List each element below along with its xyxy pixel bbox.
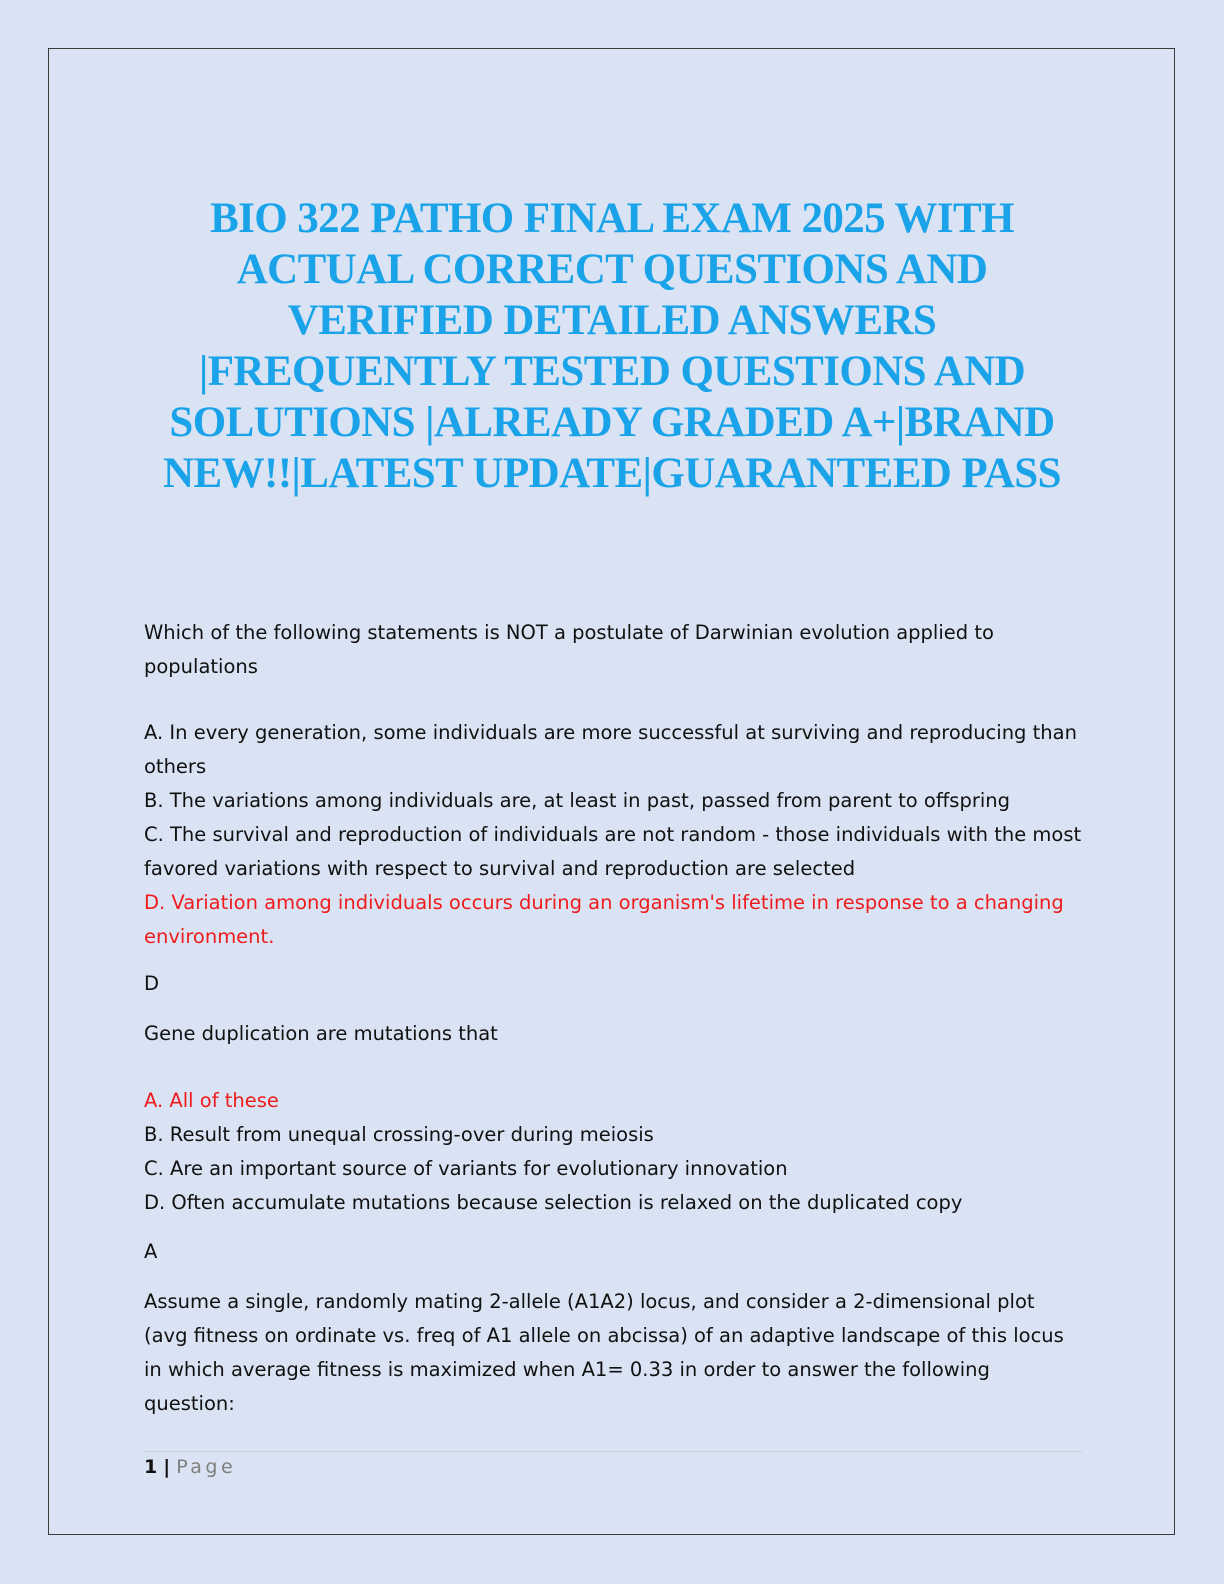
footer-separator: |: [163, 1456, 171, 1478]
option-c: C. The survival and reproduction of individuals are not random - those individuals with the most favored variations with respect to survival and reproduction are selected: [144, 823, 1082, 880]
option-b: B. The variations among individuals are, at least in past, passed from parent to offspring: [144, 789, 1010, 812]
question-1-options: [144, 716, 1084, 954]
answer-letter: D: [144, 972, 160, 995]
page-footer: [144, 1456, 236, 1478]
option-b: B. Result from unequal crossing-over during meiosis: [144, 1123, 654, 1146]
question-prompt: Assume a single, randomly mating 2-allele (A1A2) locus, and consider a 2-dimensional plot (avg fitness on ordinate vs. freq of A1 allele on abcissa) of an adaptive landscape of this locus in which average fitness is maximized when A1= 0.33 in order to answer the following question:: [144, 1290, 1064, 1415]
footer-rule: [144, 1451, 1082, 1452]
option-a: A. In every generation, some individuals are more successful at surviving and reproducing than others: [144, 721, 1077, 778]
option-c: C. Are an important source of variants for evolutionary innovation: [144, 1157, 788, 1180]
page-label: Page: [176, 1456, 237, 1478]
question-1: [144, 616, 1084, 684]
document-title: BIO 322 PATHO FINAL EXAM 2025 WITH ACTUAL CORRECT QUESTIONS AND VERIFIED DETAILED ANSWERS |FREQUENTLY TESTED QUESTIONS AND SOLUTIONS |ALREADY GRADED A+|BRAND NEW!!|LATEST UPDATE|GUARANTEED PASS: [163, 195, 1061, 497]
question-3: [144, 1285, 1084, 1421]
page-number: 1: [144, 1456, 158, 1478]
question-prompt: Gene duplication are mutations that: [144, 1022, 498, 1045]
question-prompt: Which of the following statements is NOT a postulate of Darwinian evolution applied to populations: [144, 621, 994, 678]
option-d-correct: D. Variation among individuals occurs during an organism's lifetime in response to a changing environment.: [144, 891, 1064, 948]
option-a-correct: A. All of these: [144, 1089, 279, 1112]
answer-letter: A: [144, 1240, 158, 1263]
question-2-answer: [144, 1235, 1084, 1269]
option-d: D. Often accumulate mutations because selection is relaxed on the duplicated copy: [144, 1191, 963, 1214]
question-2: [144, 1017, 1084, 1051]
question-1-answer: [144, 967, 1084, 1001]
question-2-options: [144, 1084, 1084, 1220]
